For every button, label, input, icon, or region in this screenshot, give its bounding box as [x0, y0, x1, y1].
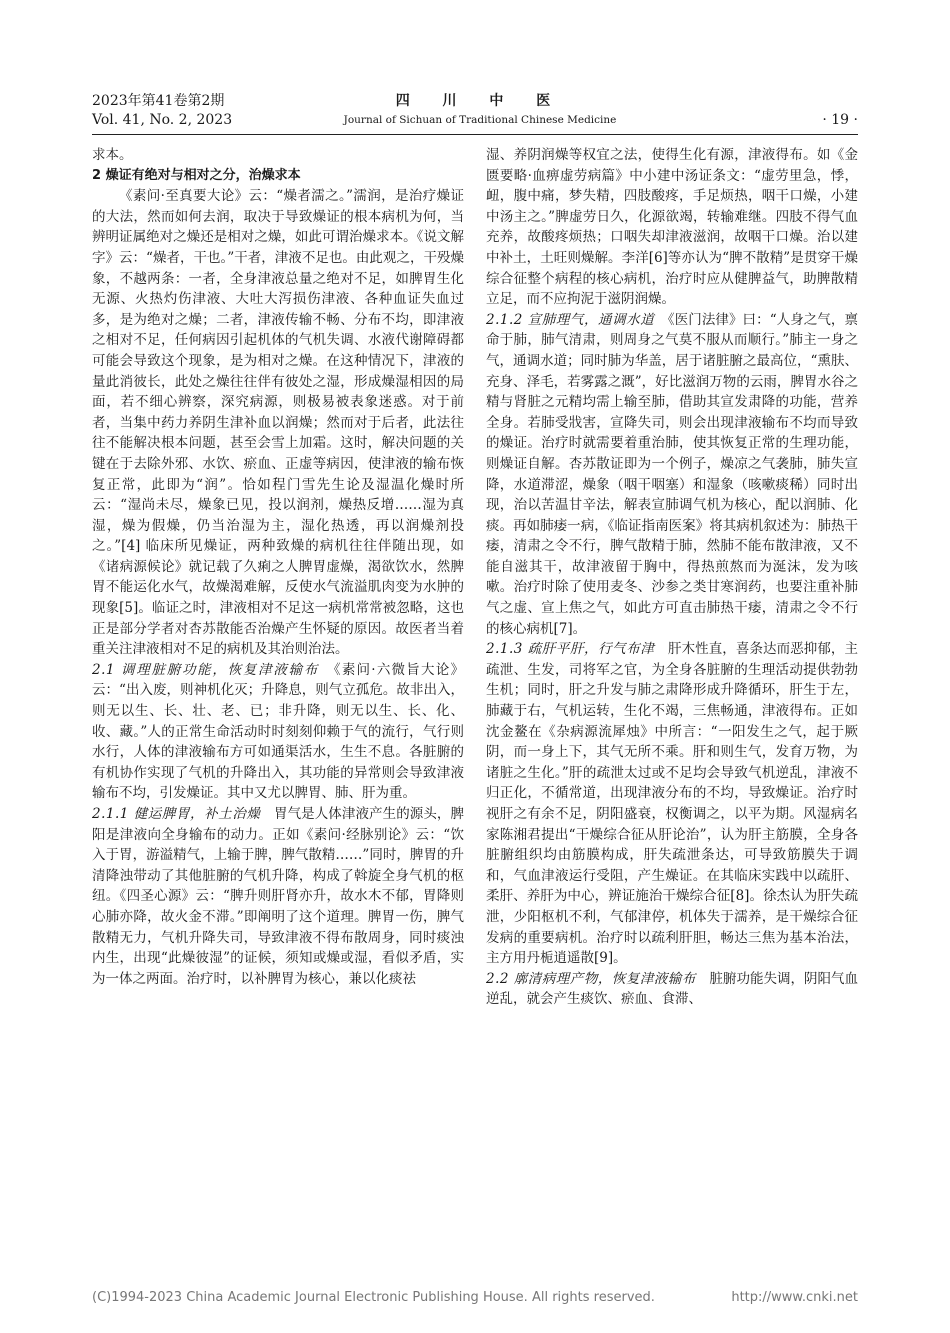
subsection-paragraph	[92, 804, 464, 989]
subsection-paragraph	[486, 969, 858, 1010]
subsection-paragraph	[486, 310, 858, 640]
subsection-body: 《医门法律》曰：“人身之气，禀命于肺，肺气清肃，则周身之气莫不服从而顺行。”肺主一身之气，通调水道；同时肺为华盖，居于诸脏腑之最高位，“熏肤、充身、泽毛，若雾露之溉”，好比滋润万物的云雨，脾胃水谷之精与肾脏之元精均需上输至肺，借助其宣发肃降的功能，营养全身。若肺受戕害，宣降失司，则会出现津液输布不均而导致的燥证。治疗时就需要着重治肺，使其恢复正常的生理功能，则燥证自解。杏苏散证即为一个例子，燥凉之气袭肺，肺失宣降，水道滞涩，燥象（咽干咽塞）和湿象（咳嗽痰稀）同时出现，治以苦温甘辛法，解表宣肺调气机为核心，配以润肺、化痰。再如肺痿一病，《临证指南医案》将其病机叙述为：肺热干痿，清肃之令不行，脾气散精于肺，然肺不能布散津液，又不能自滋其干，故津液留于胸中，得热煎熬而为涎沫，发为咳嗽。治疗时除了使用麦冬、沙参之类甘寒润药，也要注重补肺气之虚、宣上焦之气，如此方可直击肺热干痿，清肃之令不行的核心病机[7]。	[486, 311, 859, 637]
subsection-heading: 2.2 廓清病理产物，恢复津液输布	[486, 970, 696, 987]
body-paragraph: 《素问·至真要大论》云：“燥者濡之。”濡润，是治疗燥证的大法，然而如何去润，取决于导致燥证的根本病机为何，当辨明证属绝对之燥还是相对之燥，如此可谓治燥求本。《说文解字》云：“燥者，干也。”干者，津液不足也。由此观之，干殁燥象，不越两条：一者，全身津液总量之绝对不足，如脾胃生化无源、火热灼伤津液、大吐大泻损伤津液、各种血证失血过多，是为绝对之燥；二者，津液传输不畅、分布不均，即津液之相对不足，任何病因引起机体的气机失调、水液代谢障碍都可能会导致这个现象，是为相对之燥。在这种情况下，津液的量此消彼长，此处之燥往往伴有彼处之湿，形成燥湿相因的局面，若不细心辨察，深究病源，则极易被表象迷惑。对于前者，当集中药力养阴生津补血以润燥；然而对于后者，此法往往不能解决根本问题，甚至会雪上加霜。这时，解决问题的关键在于去除外邪、水饮、瘀血、正虚等病因，使津液的输布恢复正常，此即为“润”。恰如程门雪先生论及湿温化燥时所云：“湿尚未尽，燥象已见，投以润剂，燥热反增……湿为真湿，燥为假燥，仍当治湿为主，湿化热透，再以润燥剂投之。”[4] 临床所见燥证，两种致燥的病机往往伴随出现，如《诸病源候论》就记载了久痢之人脾胃虚燥，渴欲饮水，然脾胃不能运化水气，故燥渴难解，反使水气流溢肌肉变为水肿的现象[5]。临证之时，津液相对不足这一病机常常被忽略，这也正是部分学者对杏苏散能否治燥产生怀疑的原因。故医者当着重关注津液相对不足的病机及其治则治法。	[92, 188, 464, 658]
right-column	[486, 145, 858, 1010]
subsection-paragraph	[92, 660, 464, 804]
issue-info	[92, 92, 232, 130]
subsection-heading: 2.1.2 宣肺理气，通调水道	[486, 311, 655, 328]
issue-cn: 2023年第41卷第2期	[92, 93, 225, 109]
section-heading: 2 燥证有绝对与相对之分，治燥求本	[92, 167, 301, 183]
subsection-paragraph	[486, 639, 858, 969]
paragraph-continuation: 湿、养阴润燥等权宜之法，使得生化有源，津液得布。如《金匮要略·血痹虚劳病篇》中小建中汤证条文：“虚劳里急，悸，衄，腹中痛，梦失精，四肢酸疼，手足烦热，咽干口燥，小建中汤主之。”脾虚劳日久，化源欲竭，转输难继。四肢不得气血充养，故酸疼烦热；口咽失却津液滋润，故咽干口燥。治以建中补土，土旺则燥解。李洋[6]等亦认为“脾不散精”是贯穿干燥综合征整个病程的核心病机，治疗时应从健脾益气，助脾散精立足，而不应拘泥于滋阴润燥。	[486, 147, 858, 308]
journal-title-cn: 四 川 中 医	[395, 93, 565, 109]
subsection-body: 脏腑功能失调，阴阳气血逆乱，就会产生痰饮、瘀血、食滞、	[486, 970, 859, 1008]
subsection-body: 《素问·六微旨大论》云：“出入废，则神机化灭；升降息，则气立孤危。故非出入，则无以生、长、壮、老、已；非升降，则无以生、长、化、收、藏。”人的正常生命活动时时刻刻仰赖于气的流行，气行则水行，人体的津液输布方可如通渠活水，生生不息。各脏腑的有机协作实现了气机的升降出入，其功能的异常则会导致津液输布不均，引发燥证。其中又尤以脾胃、肺、肝为重。	[92, 661, 465, 802]
subsection-body: 肝木性直，喜条达而恶抑郁，主疏泄、生发，司将军之官，为全身各脏腑的生理活动提供勃勃生机；同时，肝之升发与肺之肃降形成升降循环，肝生于左，肺藏于右，气机运转，生化不竭，三焦畅通，津液得布。正如沈金鳌在《杂病源流犀烛》中所言：“一阳发生之气，起于厥阴，而一身上下，其气无所不乘。肝和则生气，发育万物，为诸脏之生化。”肝的疏泄太过或不足均会导致气机逆乱，津液不归正化，不循常道，出现津液分布的不均，导致燥证。治疗时视肝之有余不足，阴阳盛衰，权衡调之，以平为期。风湿病名家陈湘君提出“干燥综合征从肝论治”，认为肝主筋膜，全身各脏腑组织均由筋膜构成，肝失疏泄条达，可导致筋膜失于调和，气血津液运行受阻，产生燥证。在其临床实践中以疏肝、柔肝、养肝为中心，辨证施治干燥综合征[8]。徐杰认为肝失疏泄，少阳枢机不利，气郁津停，机体失于濡养，是干燥综合征发病的重要病机。治疗时以疏利肝胆，畅达三焦为基本治法，主方用丹栀逍遥散[9]。	[486, 641, 858, 967]
copyright-notice: (C)1994-2023 China Academic Journal Electronic Publishing House. All rights reserved.	[92, 1290, 655, 1305]
left-column	[92, 145, 464, 989]
page-number: · 19 ·	[822, 112, 858, 128]
footer	[92, 1290, 858, 1305]
subsection-body: 胃气是人体津液产生的源头，脾阳是津液向全身输布的动力。正如《素问·经脉别论》云：“饮入于胃，游溢精气，上输于脾，脾气散精……”同时，脾胃的升清降浊带动了其他脏腑的气机升降，构成了斡旋全身气机的枢纽。《四圣心源》云：“脾升则肝肾亦升，故水木不郁，胃降则心肺亦降，故火金不滞。”即阐明了这个道理。脾胃一伤，脾气散精无力，气机升降失司，导致津液不得布散周身，同时痰浊内生，出现“此燥彼湿”的证候，须知或燥或湿，看似矛盾，实为一体之两面。治疗时，以补脾胃为核心，兼以化痰祛	[92, 806, 464, 987]
footer-url[interactable]: http://www.cnki.net	[731, 1290, 858, 1305]
paragraph-continuation: 求本。	[92, 147, 133, 163]
journal-title-block	[330, 92, 630, 128]
header-divider	[92, 134, 858, 135]
journal-title-en: Journal of Sichuan of Traditional Chinese Medicine	[343, 114, 617, 126]
subsection-heading: 2.1.3 疏肝平肝，行气布津	[486, 641, 655, 658]
subsection-heading: 2.1 调理脏腑功能，恢复津液输布	[92, 661, 320, 678]
issue-en: Vol. 41, No. 2, 2023	[92, 112, 233, 128]
subsection-heading: 2.1.1 健运脾胃，补土治燥	[92, 806, 261, 822]
